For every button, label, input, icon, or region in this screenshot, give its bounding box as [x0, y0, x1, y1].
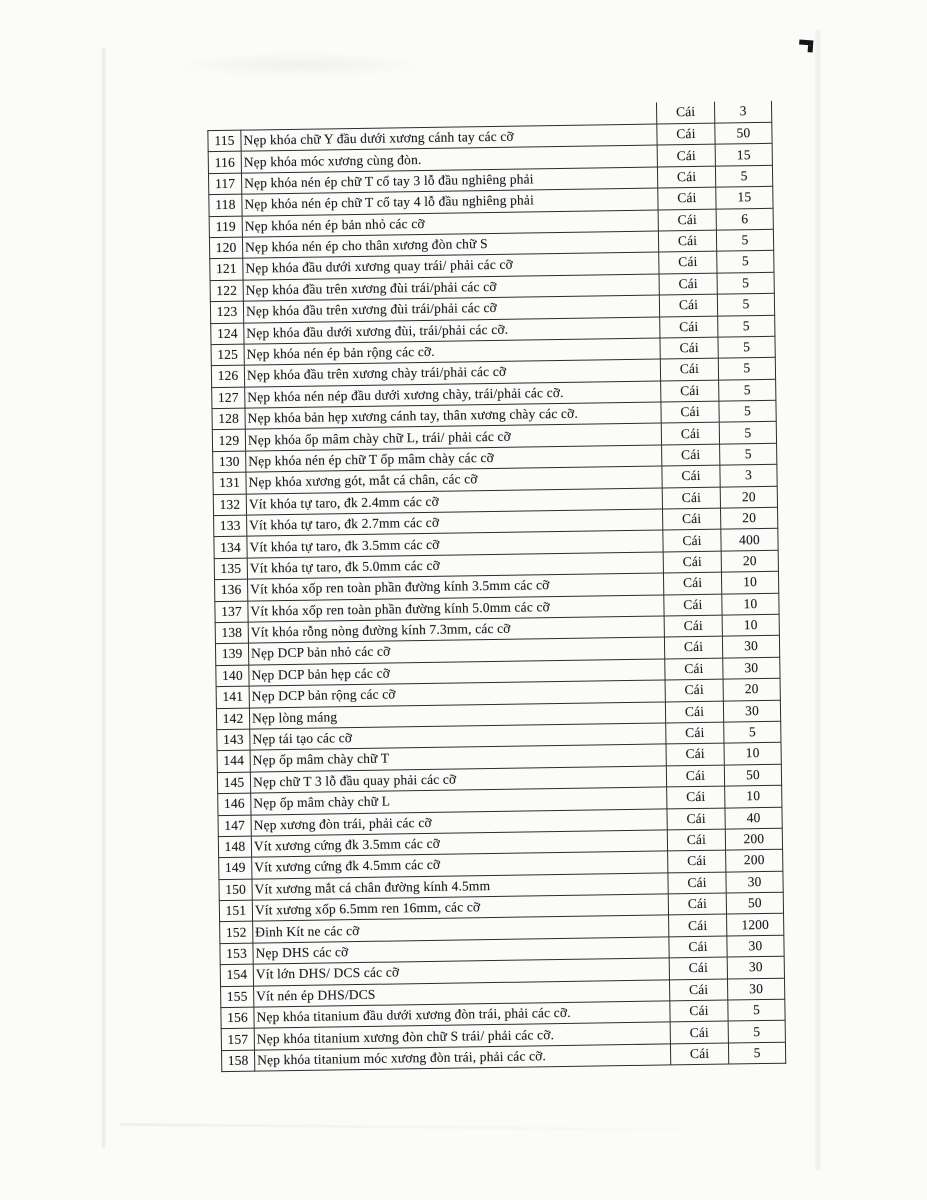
row-number-cell: 145 [217, 772, 250, 794]
item-description-cell: Vít khóa tự taro, đk 5.0mm các cỡ [247, 552, 663, 580]
unit-cell: Cái [662, 465, 720, 487]
quantity-cell: 5 [720, 443, 777, 465]
item-description-cell: Nẹp khóa titanium đầu dưới xương đòn trái, phải các cỡ. [254, 1001, 670, 1029]
row-number-cell: 144 [217, 750, 250, 772]
unit-cell: Cái [660, 358, 718, 380]
supply-table [207, 101, 786, 1072]
item-description-cell: Nẹp khóa xương gót, mắt cá chân, các cỡ [246, 466, 662, 494]
scan-smudge [170, 52, 430, 78]
row-number-cell: 125 [211, 344, 244, 366]
row-number-cell: 131 [213, 472, 246, 494]
unit-cell: Cái [662, 444, 720, 466]
unit-cell: Cái [666, 722, 724, 744]
row-number-cell: 132 [213, 494, 246, 516]
row-number-cell [208, 109, 241, 131]
item-description-cell: Nẹp ốp mâm chày chữ T [250, 744, 666, 772]
unit-cell: Cái [664, 615, 722, 637]
item-description-cell: Nẹp khóa nén ép cho thân xương đòn chữ S [242, 231, 658, 259]
quantity-cell: 5 [719, 400, 776, 422]
unit-cell: Cái [665, 701, 723, 723]
item-description-cell: Nẹp khóa titanium móc xương đòn trái, phải các cỡ. [254, 1044, 670, 1072]
page-bottom-edge-shadow [120, 1123, 810, 1132]
supply-table-body [208, 101, 786, 1072]
row-number-cell: 156 [221, 1007, 254, 1029]
item-description-cell: Vít xương cứng đk 3.5mm các cỡ [251, 830, 667, 858]
unit-cell: Cái [670, 1043, 728, 1065]
quantity-cell: 10 [725, 785, 782, 807]
unit-cell: Cái [668, 893, 726, 915]
row-number-cell: 127 [212, 387, 245, 409]
item-description-cell: Nẹp DCP bản nhỏ các cỡ [248, 637, 664, 665]
item-description-cell: Vít lớn DHS/ DCS các cỡ [253, 958, 669, 986]
quantity-cell: 5 [718, 336, 775, 358]
row-number-cell: 117 [208, 173, 241, 195]
unit-cell: Cái [662, 487, 720, 509]
row-number-cell: 126 [211, 365, 244, 387]
unit-cell: Cái [661, 401, 719, 423]
item-description-cell: Nẹp ốp mâm chày chữ L [251, 787, 667, 815]
quantity-cell: 20 [723, 678, 780, 700]
row-number-cell: 135 [214, 558, 247, 580]
quantity-cell: 20 [721, 507, 778, 529]
row-number-cell: 151 [219, 900, 252, 922]
unit-cell: Cái [659, 251, 717, 273]
unit-cell: Cái [659, 294, 717, 316]
row-number-cell: 129 [212, 430, 245, 452]
item-description-cell: Nẹp tái tạo các cỡ [250, 723, 666, 751]
row-number-cell: 155 [221, 986, 254, 1008]
quantity-cell: 5 [716, 229, 773, 251]
item-description-cell: Nẹp xương đòn trái, phải các cỡ [251, 808, 667, 836]
unit-cell: Cái [657, 166, 715, 188]
quantity-cell: 1200 [727, 914, 784, 936]
item-description-cell: Nẹp khóa đầu dưới xương quay trái/ phải các cỡ [243, 252, 659, 280]
quantity-cell: 20 [720, 486, 777, 508]
row-number-cell: 142 [216, 708, 249, 730]
row-number-cell: 139 [215, 644, 248, 666]
quantity-cell: 30 [723, 700, 780, 722]
unit-cell: Cái [666, 743, 724, 765]
quantity-cell: 200 [725, 828, 782, 850]
unit-cell: Cái [668, 872, 726, 894]
item-description-cell: Vít xương xốp 6.5mm ren 16mm, các cỡ [252, 894, 668, 922]
row-number-cell: 153 [220, 943, 253, 965]
row-number-cell: 130 [213, 451, 246, 473]
item-description-cell: Vít khóa xốp ren toàn phần đường kính 3.5mm các cỡ [248, 573, 664, 601]
unit-cell: Cái [667, 808, 725, 830]
quantity-cell: 5 [715, 165, 772, 187]
row-number-cell: 158 [221, 1050, 254, 1072]
unit-cell: Cái [658, 187, 716, 209]
row-number-cell: 124 [211, 323, 244, 345]
item-description-cell: Vít khóa rỗng nòng đường kính 7.3mm, các cỡ [248, 616, 664, 644]
row-number-cell: 157 [221, 1028, 254, 1050]
item-description-cell: Nẹp lòng máng [249, 701, 665, 729]
row-number-cell: 147 [218, 815, 251, 837]
row-number-cell: 116 [208, 152, 241, 174]
quantity-cell: 5 [724, 721, 781, 743]
unit-cell: Cái [670, 1021, 728, 1043]
item-description-cell: Nẹp khóa titanium xương đòn chữ S trái/ phải các cỡ. [254, 1022, 670, 1050]
item-description-cell: Vít nén ép DHS/DCS [254, 980, 670, 1008]
item-description-cell: Vít khóa tự taro, đk 2.4mm các cỡ [246, 488, 662, 516]
quantity-cell: 5 [717, 293, 774, 315]
row-number-cell: 123 [210, 301, 243, 323]
unit-cell: Cái [668, 850, 726, 872]
unit-cell: Cái [660, 337, 718, 359]
item-description-cell: Nẹp khóa nén ép bản rộng các cỡ. [244, 338, 660, 366]
row-number-cell: 119 [209, 216, 242, 238]
unit-cell: Cái [663, 508, 721, 530]
unit-cell: Cái [664, 594, 722, 616]
quantity-cell: 30 [723, 657, 780, 679]
quantity-cell: 30 [727, 978, 784, 1000]
quantity-cell: 3 [720, 465, 777, 487]
item-description-cell: Nẹp khóa nén ép chữ T cổ tay 3 lỗ đầu nghiêng phải [241, 167, 657, 195]
row-number-cell: 120 [209, 237, 242, 259]
unit-cell: Cái [669, 979, 727, 1001]
quantity-cell: 50 [724, 764, 781, 786]
page-right-edge-shadow [814, 30, 822, 1170]
row-number-cell: 138 [215, 622, 248, 644]
quantity-cell: 5 [719, 379, 776, 401]
item-description-cell: Nẹp khóa ốp mâm chày chữ L, trái/ phải các cỡ [245, 423, 661, 451]
quantity-cell: 5 [728, 1042, 785, 1064]
unit-cell: Cái [659, 273, 717, 295]
row-number-cell: 154 [220, 964, 253, 986]
row-number-cell: 150 [219, 879, 252, 901]
row-number-cell: 143 [217, 729, 250, 751]
quantity-cell: 50 [715, 122, 772, 144]
item-description-cell: Nẹp khóa đầu dưới xương đùi, trái/phải các cỡ. [244, 317, 660, 345]
quantity-cell: 30 [726, 871, 783, 893]
item-description-cell: Nẹp khóa đầu trên xương đùi trái/phải các cỡ [243, 274, 659, 302]
item-description-cell: Vít khóa tự taro, đk 3.5mm các cỡ [247, 530, 663, 558]
quantity-cell: 30 [722, 636, 779, 658]
quantity-cell: 5 [719, 422, 776, 444]
row-number-cell: 148 [218, 836, 251, 858]
item-description-cell: Đinh Kít ne các cỡ [253, 915, 669, 943]
quantity-cell: 30 [727, 956, 784, 978]
unit-cell: Cái [658, 230, 716, 252]
item-description-cell: Vít khóa tự taro, đk 2.7mm các cỡ [247, 509, 663, 537]
quantity-cell: 400 [721, 529, 778, 551]
row-number-cell: 122 [210, 280, 243, 302]
item-description-cell: Vít xương cứng đk 4.5mm các cỡ [252, 851, 668, 879]
unit-cell: Cái [663, 530, 721, 552]
quantity-cell: 30 [727, 935, 784, 957]
unit-cell: Cái [656, 102, 714, 124]
item-description-cell: Nẹp khóa chữ Y đầu dưới xương cánh tay các cỡ [241, 124, 657, 152]
unit-cell: Cái [669, 915, 727, 937]
unit-cell: Cái [661, 380, 719, 402]
unit-cell: Cái [663, 572, 721, 594]
row-number-cell: 140 [216, 665, 249, 687]
item-description-cell: Nẹp chữ T 3 lỗ đầu quay phải các cỡ [250, 766, 666, 794]
item-description-cell: Nẹp khóa móc xương cùng đòn. [241, 145, 657, 173]
item-description-cell: Nẹp khóa nén ép chữ T cổ tay 4 lỗ đầu nghiêng phải [242, 188, 658, 216]
row-number-cell: 115 [208, 130, 241, 152]
row-number-cell: 136 [215, 579, 248, 601]
unit-cell: Cái [657, 145, 715, 167]
unit-cell: Cái [670, 1000, 728, 1022]
row-number-cell: 118 [209, 194, 242, 216]
row-number-cell: 152 [220, 922, 253, 944]
quantity-cell: 10 [724, 743, 781, 765]
row-number-cell: 141 [216, 686, 249, 708]
unit-cell: Cái [665, 658, 723, 680]
corner-mark-icon [799, 40, 814, 53]
unit-cell: Cái [660, 316, 718, 338]
unit-cell: Cái [667, 829, 725, 851]
item-description-cell: Nẹp DHS các cỡ [253, 937, 669, 965]
row-number-cell: 146 [218, 793, 251, 815]
item-description-cell: Vít khóa xốp ren toàn phần đường kính 5.0mm các cỡ [248, 595, 664, 623]
item-description-cell: Nẹp khóa nén ép chữ T ốp mâm chày các cỡ [246, 445, 662, 473]
item-description-cell: Nẹp khóa nén ép bản nhỏ các cỡ [242, 210, 658, 238]
quantity-cell: 6 [716, 208, 773, 230]
row-number-cell: 149 [219, 857, 252, 879]
quantity-cell: 50 [726, 892, 783, 914]
page-left-edge-shadow [101, 48, 106, 1148]
quantity-cell: 10 [721, 571, 778, 593]
item-description-cell: Nẹp khóa nén nép đầu dưới xương chày, trái/phải các cỡ. [245, 381, 661, 409]
quantity-cell: 15 [715, 144, 772, 166]
row-number-cell: 137 [215, 601, 248, 623]
quantity-cell: 5 [717, 272, 774, 294]
quantity-cell: 5 [717, 251, 774, 273]
item-description-cell: Nẹp khóa đầu trên xương đùi trái/phải các cỡ [243, 295, 659, 323]
item-description-cell: Nẹp khóa đầu trên xương chày trái/phải các cỡ [244, 359, 660, 387]
quantity-cell: 20 [721, 550, 778, 572]
row-number-cell: 133 [214, 515, 247, 537]
unit-cell: Cái [667, 786, 725, 808]
quantity-cell: 15 [716, 186, 773, 208]
unit-cell: Cái [657, 123, 715, 145]
quantity-cell: 200 [726, 850, 783, 872]
item-description-cell: Vít xương mắt cá chân đường kính 4.5mm [252, 873, 668, 901]
unit-cell: Cái [666, 765, 724, 787]
item-description-cell: Nẹp khóa bản hẹp xương cánh tay, thân xương chày các cỡ. [245, 402, 661, 430]
unit-cell: Cái [669, 936, 727, 958]
unit-cell: Cái [664, 636, 722, 658]
unit-cell: Cái [661, 423, 719, 445]
unit-cell: Cái [658, 209, 716, 231]
quantity-cell: 5 [728, 999, 785, 1021]
row-number-cell: 121 [210, 259, 243, 281]
quantity-cell: 5 [718, 358, 775, 380]
quantity-cell: 3 [714, 101, 771, 123]
quantity-cell: 10 [722, 593, 779, 615]
item-description-cell: Nẹp DCP bản hẹp các cỡ [249, 659, 665, 687]
supply-table-wrap [207, 101, 785, 1072]
unit-cell: Cái [665, 679, 723, 701]
item-description-cell: Nẹp DCP bản rộng các cỡ [249, 680, 665, 708]
quantity-cell: 40 [725, 807, 782, 829]
unit-cell: Cái [669, 957, 727, 979]
unit-cell: Cái [663, 551, 721, 573]
quantity-cell: 10 [722, 614, 779, 636]
row-number-cell: 128 [212, 408, 245, 430]
quantity-cell: 5 [728, 1021, 785, 1043]
quantity-cell: 5 [718, 315, 775, 337]
row-number-cell: 134 [214, 537, 247, 559]
